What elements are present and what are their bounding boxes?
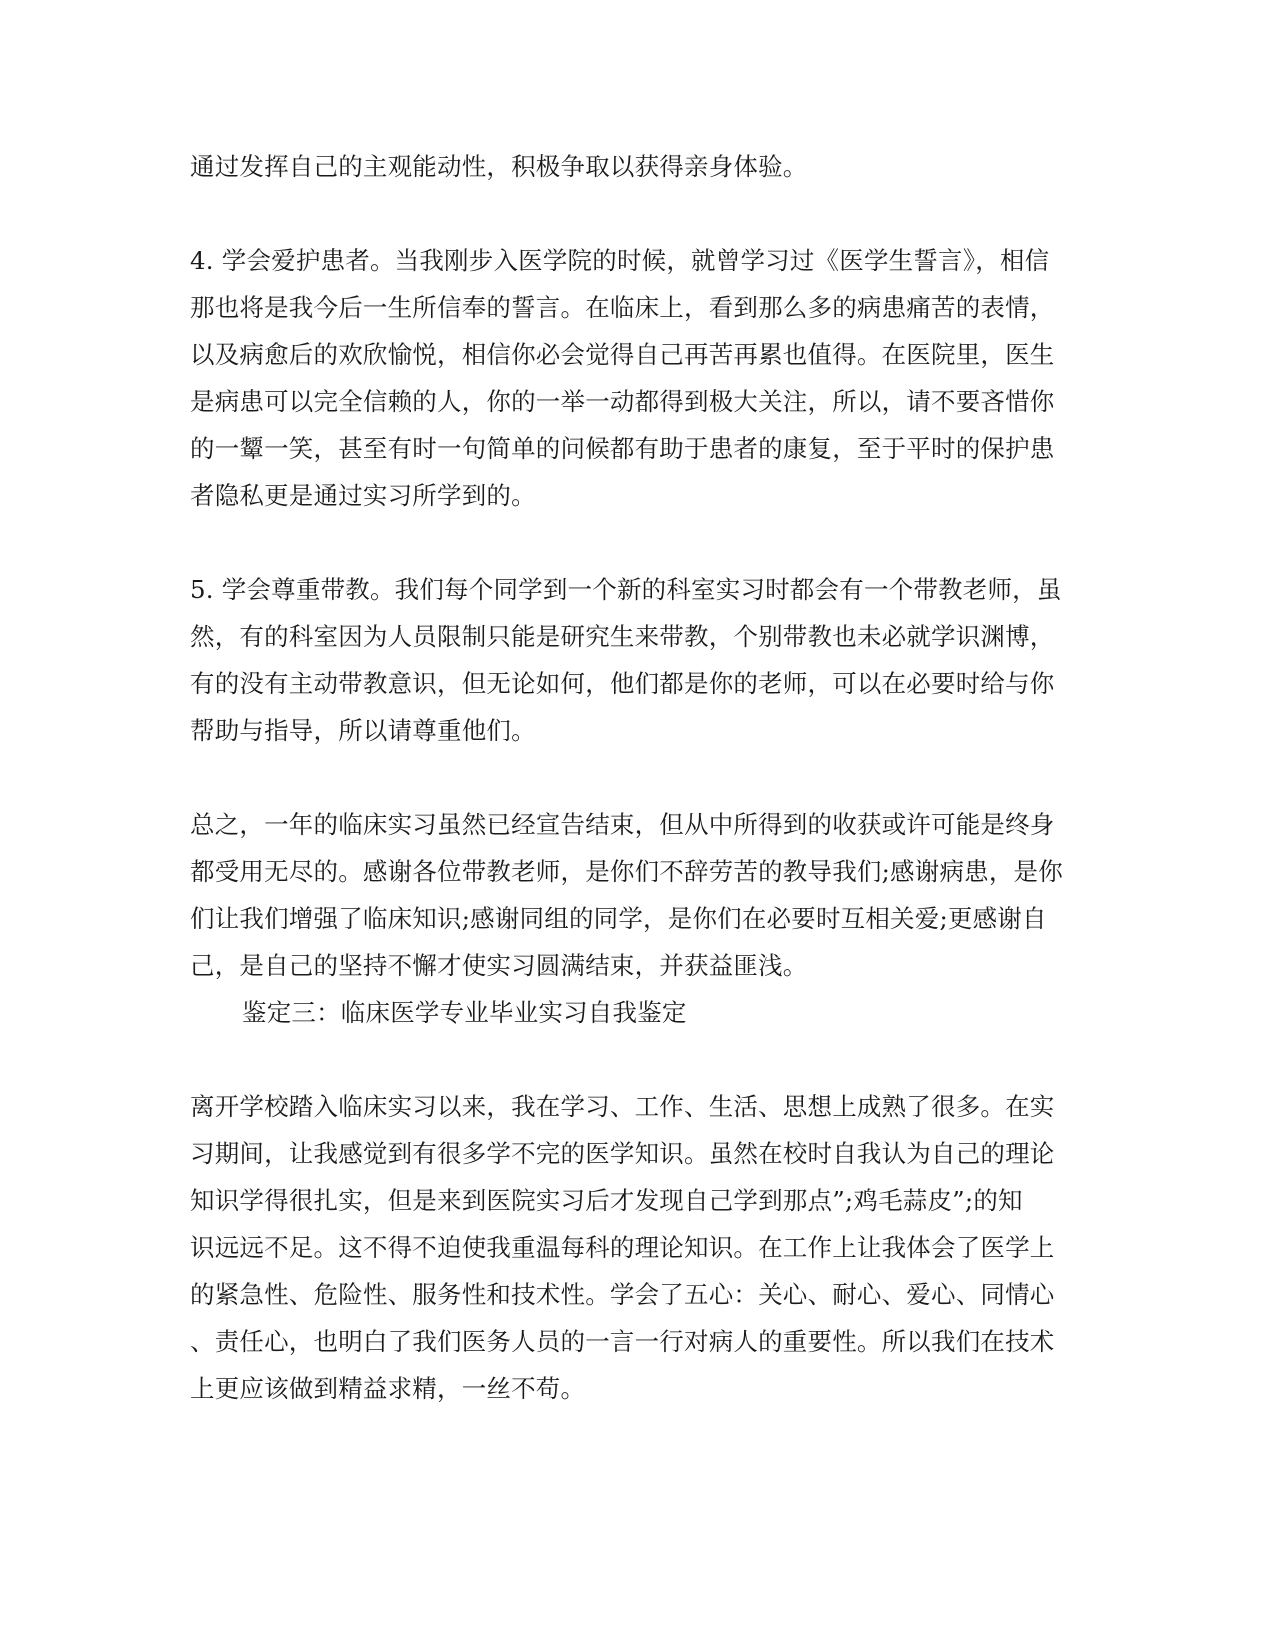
body-text-line: 是病患可以完全信赖的人，你的一举一动都得到极大关注，所以，请不要吝惜你: [190, 387, 1055, 416]
body-text-line: 习期间，让我感觉到有很多学不完的医学知识。虽然在校时自我认为自己的理论: [190, 1139, 1055, 1168]
body-text-line: 离开学校踏入临床实习以来，我在学习、工作、生活、思想上成熟了很多。在实: [190, 1092, 1055, 1121]
body-text-line: 的一颦一笑，甚至有时一句简单的问候都有助于患者的康复，至于平时的保护患: [190, 434, 1055, 463]
body-text-line: 上更应该做到精益求精，一丝不苟。: [190, 1374, 586, 1403]
body-text-line: 以及病愈后的欢欣愉悦，相信你必会觉得自己再苦再累也值得。在医院里，医生: [190, 340, 1055, 369]
body-text-line: 、责任心，也明白了我们医务人员的一言一行对病人的重要性。所以我们在技术: [190, 1327, 1055, 1356]
body-text-line: 有的没有主动带教意识，但无论如何，他们都是你的老师，可以在必要时给与你: [190, 669, 1055, 698]
body-text-line: 4. 学会爱护患者。当我刚步入医学院的时候，就曾学习过《医学生誓言》，相信: [190, 246, 1050, 275]
body-text-line: 通过发挥自己的主观能动性，积极争取以获得亲身体验。: [190, 152, 808, 181]
body-text-line: 帮助与指导，所以请尊重他们。: [190, 716, 536, 745]
body-text-line: 然，有的科室因为人员限制只能是研究生来带教，个别带教也未必就学识渊博，: [190, 622, 1055, 651]
body-text-line: 的紧急性、危险性、服务性和技术性。学会了五心：关心、耐心、爱心、同情心: [190, 1280, 1055, 1309]
section-heading: 鉴定三：临床医学专业毕业实习自我鉴定: [242, 998, 687, 1027]
body-text-line: 那也将是我今后一生所信奉的誓言。在临床上，看到那么多的病患痛苦的表情，: [190, 293, 1055, 322]
body-text-line: 都受用无尽的。感谢各位带教老师，是你们不辞劳苦的教导我们;感谢病患，是你: [190, 857, 1063, 886]
body-text-line: 己，是自己的坚持不懈才使实习圆满结束，并获益匪浅。: [190, 951, 808, 980]
body-text-line: 总之，一年的临床实习虽然已经宣告结束，但从中所得到的收获或许可能是终身: [190, 810, 1055, 839]
body-text-line: 5. 学会尊重带教。我们每个同学到一个新的科室实习时都会有一个带教老师，虽: [190, 575, 1062, 604]
body-text-line: 知识学得很扎实，但是来到医院实习后才发现自己学到那点”;鸡毛蒜皮”;的知: [190, 1186, 1023, 1215]
body-text-line: 们让我们增强了临床知识;感谢同组的同学，是你们在必要时互相关爱;更感谢自: [190, 904, 1047, 933]
body-text-line: 者隐私更是通过实习所学到的。: [190, 481, 536, 510]
body-text-line: 识远远不足。这不得不迫使我重温每科的理论知识。在工作上让我体会了医学上: [190, 1233, 1055, 1262]
